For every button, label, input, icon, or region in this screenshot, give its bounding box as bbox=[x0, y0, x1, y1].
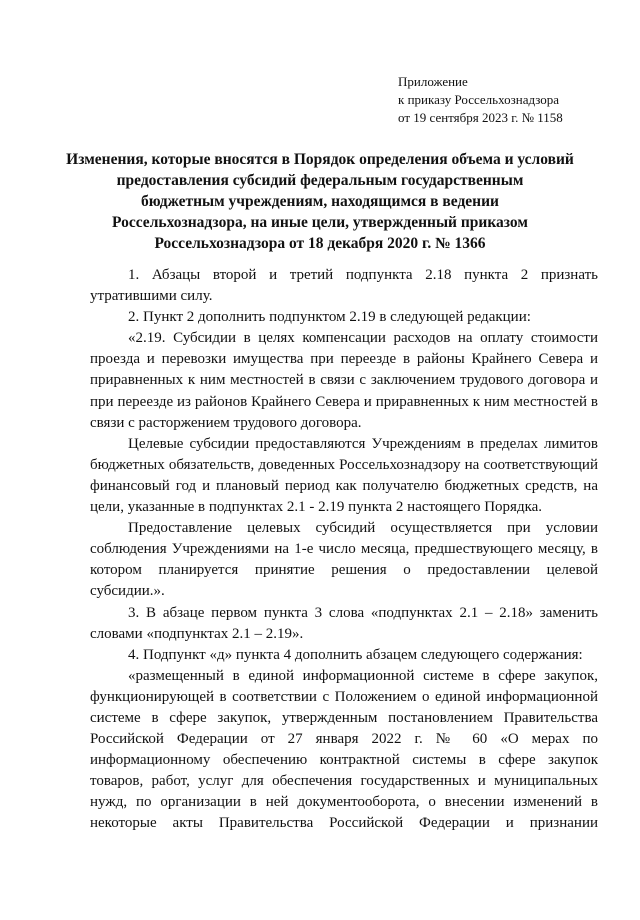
appendix-line-3: от 19 сентября 2023 г. № 1158 bbox=[398, 110, 563, 125]
appendix-line-2: к приказу Россельхознадзора bbox=[398, 92, 560, 107]
paragraph-provision-conditions: Предоставление целевых субсидий осуществляется при условии соблюдения Учреждениями на 1-е число месяца, предшествующего месяцу, в котором планируется принятие решения о предоставлении целевой субсидии.». bbox=[90, 520, 598, 600]
paragraph-item-4-addition: «размещенный в единой информационной системе в сфере закупок, функционирующей в соответствии с Положением о единой информационной системе в сфере закупок, утвержденным постановлением Правительства Российской Федерации от 27 января 2022 г. № 60 «О мерах по информационному обеспечению контрактной системы в сфере закупок товаров, работ, услуг для обеспечения государственных и муниципальных нужд, по организации в ней документооборота, о внесении изменений в некоторые акты Правительства Российской Федерации и признании bbox=[90, 667, 598, 832]
paragraph-item-1: 1. Абзацы второй и третий подпункта 2.18 пункта 2 признать утратившими силу. bbox=[90, 267, 598, 305]
document-body bbox=[90, 265, 598, 835]
title-line-4: Россельхознадзора, на иные цели, утвержденный приказом bbox=[112, 214, 528, 231]
paragraph-item-2: 2. Пункт 2 дополнить подпунктом 2.19 в следующей редакции: bbox=[128, 309, 531, 326]
title-line-1: Изменения, которые вносятся в Порядок определения объема и условий bbox=[66, 151, 574, 168]
paragraph-target-subsidies: Целевые субсидии предоставляются Учреждениям в пределах лимитов бюджетных обязательств, доведенных Россельхознадзору на соответствующий финансовый год и плановый период как получателю бюджетных средств, на цели, указанные в подпунктах 2.1 - 2.19 пункта 2 настоящего Порядка. bbox=[90, 435, 598, 516]
document-title bbox=[60, 149, 580, 254]
title-line-2: предоставления субсидий федеральным государственным bbox=[116, 172, 524, 189]
paragraph-item-3: 3. В абзаце первом пункта 3 слова «подпунктах 2.1 – 2.18» заменить словами «подпунктах 2.1 – 2.19». bbox=[90, 604, 598, 642]
paragraph-item-4: 4. Подпункт «д» пункта 4 дополнить абзацем следующего содержания: bbox=[128, 646, 583, 663]
paragraph-2-19-intro: «2.19. Субсидии в целях компенсации расходов на оплату стоимости проезда и перевозки имущества при переезде в районы Крайнего Севера и приравненных к ним местностей в связи с заключением трудового договора и при переезде из районов Крайнего Севера и приравненных к ним местностей в связи с расторжением трудового договора. bbox=[90, 330, 598, 431]
title-line-3: бюджетным учреждениям, находящимся в ведении bbox=[141, 193, 499, 210]
title-line-5: Россельхознадзора от 18 декабря 2020 г. № 1366 bbox=[154, 235, 486, 252]
appendix-header bbox=[398, 73, 563, 127]
appendix-line-1: Приложение bbox=[398, 74, 468, 89]
